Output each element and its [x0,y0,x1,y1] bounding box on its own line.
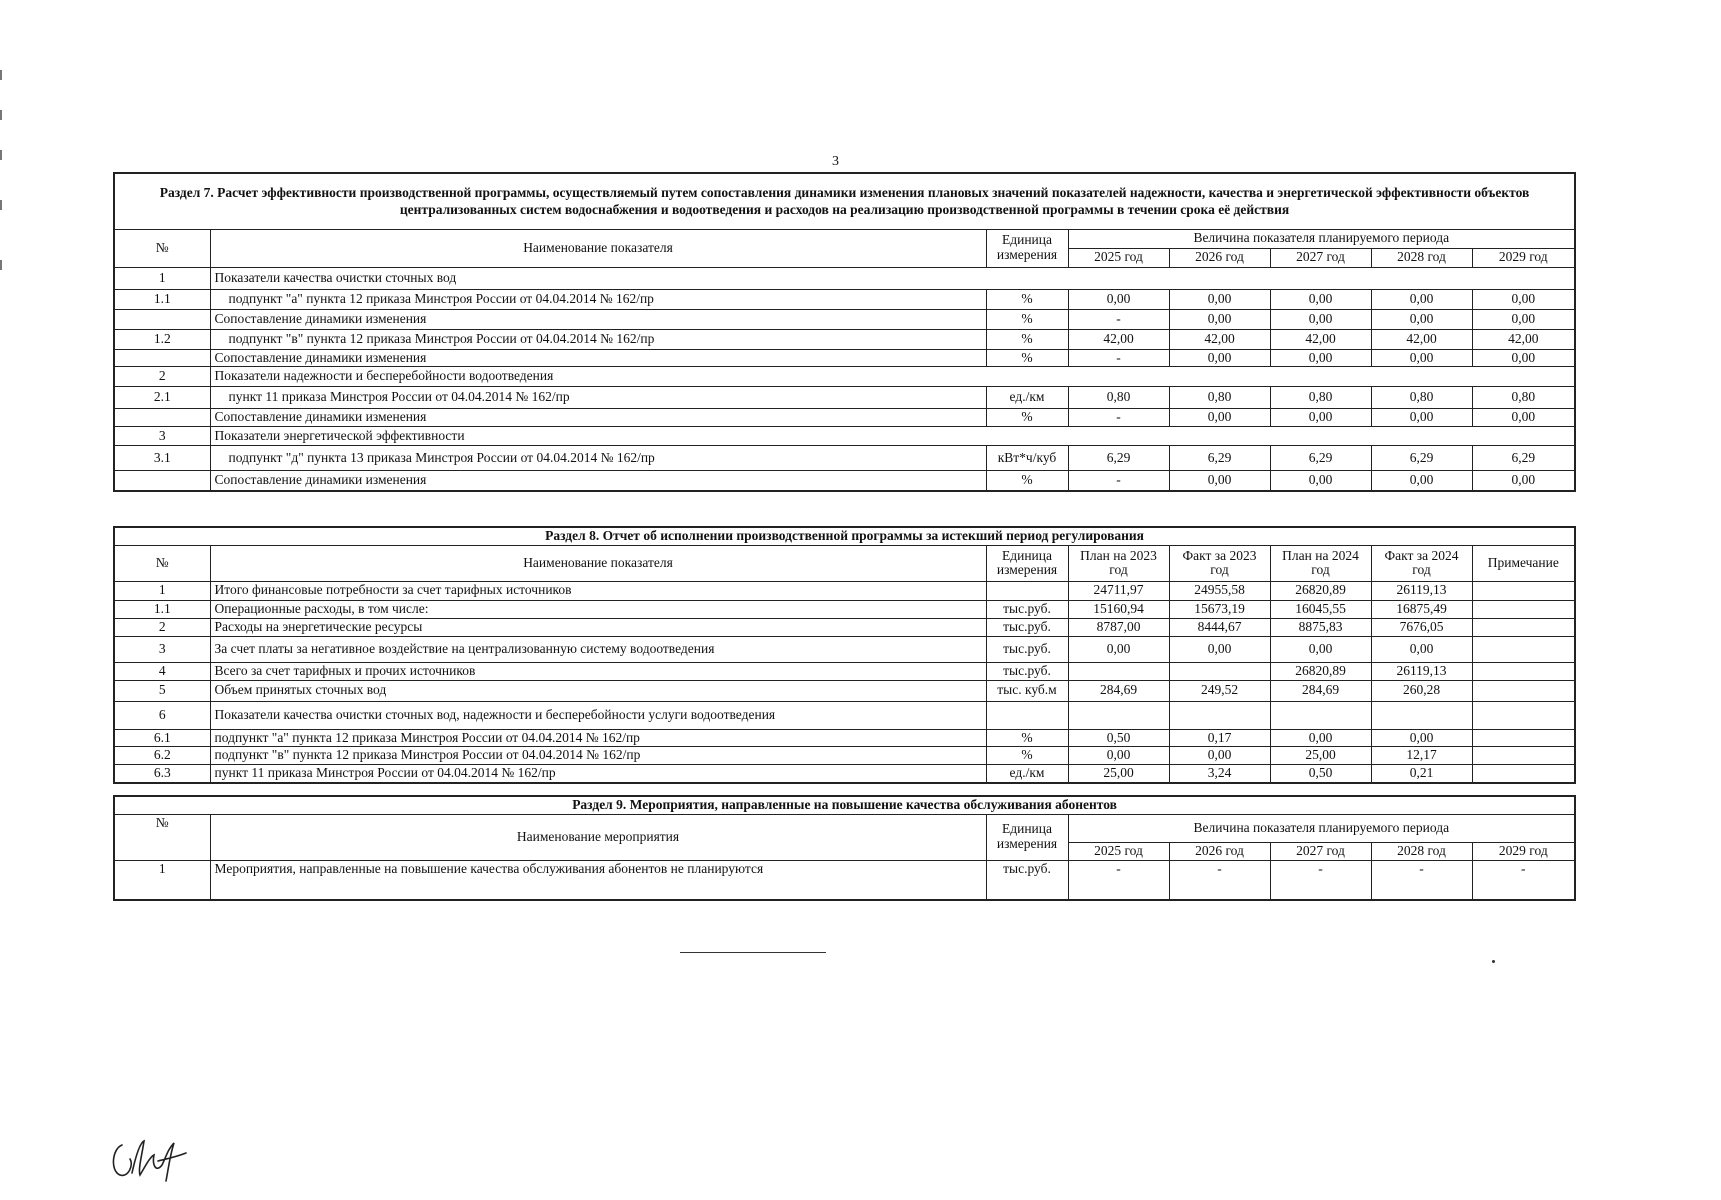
value-cell [1270,701,1371,729]
row-number: 6.2 [114,747,210,765]
comparison-row [114,409,1575,427]
year-header: 2027 год [1270,842,1371,860]
note-cell [1472,747,1575,765]
indicator-name: Расходы на энергетические ресурсы [210,618,986,636]
column-header-name: Наименование показателя [210,545,986,581]
value-cell: 0,80 [1472,387,1575,409]
column-header-name: Наименование мероприятия [210,814,986,860]
unit-cell: % [986,409,1068,427]
value-cell: 42,00 [1270,329,1371,349]
year-header: 2026 год [1169,842,1270,860]
value-cell: 26119,13 [1371,662,1472,680]
column-header-unit: Единица измерения [986,814,1068,860]
indicator-name: пункт 11 приказа Минстроя России от 04.04.2014 № 162/пр [210,387,986,409]
year-header: 2028 год [1371,248,1472,267]
value-cell: 0,00 [1472,349,1575,367]
year-header: 2029 год [1472,248,1575,267]
value-cell: 0,00 [1169,409,1270,427]
value-cell: 0,00 [1472,309,1575,329]
value-cell: - [1068,349,1169,367]
value-cell: 26119,13 [1371,581,1472,600]
indicator-name: Сопоставление динамики изменения [210,309,986,329]
value-cell: - [1371,860,1472,900]
value-cell: 0,00 [1270,349,1371,367]
indicator-name: Показатели качества очистки сточных вод, надежности и бесперебойности услуги водоотведения [210,701,986,729]
row-number: 2 [114,618,210,636]
value-cell: 0,00 [1371,309,1472,329]
row-number: 1 [114,581,210,600]
note-cell [1472,581,1575,600]
group-name: Показатели качества очистки сточных вод [210,267,1575,289]
value-cell: 0,00 [1068,636,1169,662]
unit-cell: % [986,729,1068,747]
indicator-name: подпункт "в" пункта 12 приказа Минстроя России от 04.04.2014 № 162/пр [210,329,986,349]
unit-cell: ед./км [986,387,1068,409]
unit-cell: % [986,309,1068,329]
indicator-name: Всего за счет тарифных и прочих источников [210,662,986,680]
value-cell [1169,662,1270,680]
unit-cell [986,581,1068,600]
value-cell: 8875,83 [1270,618,1371,636]
column-header-unit: Единица измерения [986,545,1068,581]
value-cell: 260,28 [1371,680,1472,701]
bottom-rule [680,952,826,953]
unit-cell: кВт*ч/куб [986,446,1068,471]
value-cell: 26820,89 [1270,662,1371,680]
row-number: 3 [114,427,210,446]
value-cell: 0,00 [1371,636,1472,662]
value-cell: 284,69 [1068,680,1169,701]
note-cell [1472,701,1575,729]
value-cell: - [1270,860,1371,900]
row-number: 6.1 [114,729,210,747]
indicator-name: Сопоставление динамики изменения [210,349,986,367]
value-cell: 6,29 [1472,446,1575,471]
signature [108,1135,192,1183]
value-cell: 42,00 [1169,329,1270,349]
column-header-num: № [114,545,210,581]
report-row [114,747,1575,765]
value-cell: 0,00 [1270,729,1371,747]
row-number [114,471,210,491]
value-cell: 0,80 [1371,387,1472,409]
value-cell: 0,80 [1169,387,1270,409]
section8-title: Раздел 8. Отчет об исполнении производственной программы за истекший период регулирования [114,527,1575,545]
value-cell: 16875,49 [1371,600,1472,618]
value-cell: 0,21 [1371,765,1472,783]
indicator-row [114,427,1575,446]
unit-cell: тыс.руб. [986,860,1068,900]
value-cell: 6,29 [1169,446,1270,471]
value-cell: 25,00 [1270,747,1371,765]
stray-dot [1492,960,1495,963]
section8-table [113,526,1576,784]
column-header-unit: Единица измерения [986,229,1068,267]
value-cell: 7676,05 [1371,618,1472,636]
value-cell: 3,24 [1169,765,1270,783]
note-cell [1472,662,1575,680]
value-cell: 0,00 [1472,471,1575,491]
indicator-name: Операционные расходы, в том числе: [210,600,986,618]
value-cell: 8787,00 [1068,618,1169,636]
year-header: 2027 год [1270,248,1371,267]
unit-cell: % [986,329,1068,349]
value-cell: 0,00 [1169,309,1270,329]
row-number: 6 [114,701,210,729]
value-cell: 15673,19 [1169,600,1270,618]
note-cell [1472,618,1575,636]
note-cell [1472,765,1575,783]
indicator-row [114,289,1575,309]
value-cell: - [1472,860,1575,900]
indicator-row [114,446,1575,471]
value-cell: 0,50 [1270,765,1371,783]
row-number [114,409,210,427]
value-cell: 0,00 [1169,747,1270,765]
row-number: 1 [114,860,210,900]
column-header-name: Наименование показателя [210,229,986,267]
value-cell: 12,17 [1371,747,1472,765]
unit-cell: % [986,471,1068,491]
comparison-row [114,471,1575,491]
report-row [114,765,1575,783]
value-cell: 0,00 [1270,471,1371,491]
value-cell: 0,00 [1371,289,1472,309]
value-cell: 0,17 [1169,729,1270,747]
value-cell: - [1068,409,1169,427]
report-row [114,581,1575,600]
value-cell: - [1169,860,1270,900]
report-row [114,729,1575,747]
comparison-row [114,309,1575,329]
row-number [114,309,210,329]
indicator-name: пункт 11 приказа Минстроя России от 04.04.2014 № 162/пр [210,765,986,783]
year-header: 2028 год [1371,842,1472,860]
value-cell: 0,00 [1371,409,1472,427]
value-cell: 42,00 [1472,329,1575,349]
value-cell: 0,00 [1169,289,1270,309]
section7-title: Раздел 7. Расчет эффективности производственной программы, осуществляемый путем сопоставления динамики изменения плановых значений показателей надежности, качества и энергетической эффективности объектов централизованных систем водоснабжения и водоотведения и расходов на реализацию производственной программы в течении срока её действия [114,173,1575,229]
year-header: 2025 год [1068,248,1169,267]
value-cell: 0,00 [1270,309,1371,329]
group-name: Показатели энергетической эффективности [210,427,1575,446]
value-cell: 8444,67 [1169,618,1270,636]
year-header: 2026 год [1169,248,1270,267]
value-cell: 0,80 [1068,387,1169,409]
column-header-plan-2024: План на 2024 год [1270,545,1371,581]
section7-table [113,172,1576,492]
indicator-name: Сопоставление динамики изменения [210,409,986,427]
row-number: 3 [114,636,210,662]
note-cell [1472,680,1575,701]
indicator-name: подпункт "д" пункта 13 приказа Минстроя России от 04.04.2014 № 162/пр [210,446,986,471]
value-cell: 0,00 [1169,636,1270,662]
unit-cell: % [986,747,1068,765]
report-row [114,600,1575,618]
value-cell: 0,00 [1371,349,1472,367]
value-cell: 0,00 [1270,289,1371,309]
margin-tick [0,150,2,160]
indicator-row [114,267,1575,289]
report-row [114,618,1575,636]
value-cell: 6,29 [1270,446,1371,471]
value-cell: 15160,94 [1068,600,1169,618]
section9-title: Раздел 9. Мероприятия, направленные на повышение качества обслуживания абонентов [114,796,1575,814]
value-cell: 0,00 [1169,349,1270,367]
value-cell [1068,701,1169,729]
report-row [114,636,1575,662]
row-number: 1 [114,267,210,289]
margin-tick [0,200,2,210]
year-header: 2029 год [1472,842,1575,860]
value-cell: 42,00 [1068,329,1169,349]
indicator-name: подпункт "в" пункта 12 приказа Минстроя России от 04.04.2014 № 162/пр [210,747,986,765]
value-cell: 0,50 [1068,729,1169,747]
value-cell: 0,00 [1068,289,1169,309]
value-cell: 0,00 [1270,636,1371,662]
indicator-row [114,329,1575,349]
indicator-name: Сопоставление динамики изменения [210,471,986,491]
group-name: Показатели надежности и бесперебойности водоотведения [210,367,1575,387]
value-cell: 24955,58 [1169,581,1270,600]
value-cell: 0,00 [1371,471,1472,491]
row-number: 2.1 [114,387,210,409]
indicator-row [114,367,1575,387]
value-cell: 6,29 [1371,446,1472,471]
value-cell: 0,00 [1068,747,1169,765]
unit-cell [986,701,1068,729]
unit-cell: тыс.руб. [986,636,1068,662]
unit-cell: % [986,289,1068,309]
column-header-note: Примечание [1472,545,1575,581]
row-number: 3.1 [114,446,210,471]
column-header-plan-2023: План на 2023 год [1068,545,1169,581]
section9-table [113,795,1576,901]
value-cell [1169,701,1270,729]
indicator-name: подпункт "а" пункта 12 приказа Минстроя России от 04.04.2014 № 162/пр [210,289,986,309]
value-cell [1068,662,1169,680]
margin-tick [0,70,2,80]
value-cell: 24711,97 [1068,581,1169,600]
column-header-period: Величина показателя планируемого периода [1068,814,1575,842]
row-number: 1.2 [114,329,210,349]
note-cell [1472,636,1575,662]
unit-cell: тыс. куб.м [986,680,1068,701]
value-cell: 284,69 [1270,680,1371,701]
value-cell: 0,00 [1472,289,1575,309]
row-number: 6.3 [114,765,210,783]
value-cell: 0,00 [1472,409,1575,427]
indicator-name: Объем принятых сточных вод [210,680,986,701]
row-number: 1.1 [114,600,210,618]
column-header-fact-2023: Факт за 2023 год [1169,545,1270,581]
value-cell: - [1068,309,1169,329]
value-cell: 0,00 [1169,471,1270,491]
value-cell: 25,00 [1068,765,1169,783]
year-header: 2025 год [1068,842,1169,860]
report-row [114,701,1575,729]
indicator-row [114,387,1575,409]
column-header-fact-2024: Факт за 2024 год [1371,545,1472,581]
indicator-name: Итого финансовые потребности за счет тарифных источников [210,581,986,600]
indicator-name: подпункт "а" пункта 12 приказа Минстроя России от 04.04.2014 № 162/пр [210,729,986,747]
row-number: 5 [114,680,210,701]
value-cell: 0,00 [1270,409,1371,427]
unit-cell: ед./км [986,765,1068,783]
measure-name: Мероприятия, направленные на повышение качества обслуживания абонентов не планируются [210,860,986,900]
note-cell [1472,729,1575,747]
comparison-row [114,349,1575,367]
row-number [114,349,210,367]
value-cell: 42,00 [1371,329,1472,349]
measure-row [114,860,1575,900]
note-cell [1472,600,1575,618]
value-cell: - [1068,471,1169,491]
value-cell: 6,29 [1068,446,1169,471]
margin-tick [0,260,2,270]
row-number: 1.1 [114,289,210,309]
indicator-name: За счет платы за негативное воздействие на централизованную систему водоотведения [210,636,986,662]
value-cell: 26820,89 [1270,581,1371,600]
unit-cell: тыс.руб. [986,662,1068,680]
page-number: 3 [832,154,839,169]
column-header-period: Величина показателя планируемого периода [1068,229,1575,248]
row-number: 4 [114,662,210,680]
value-cell: 249,52 [1169,680,1270,701]
margin-tick [0,110,2,120]
report-row [114,680,1575,701]
report-row [114,662,1575,680]
value-cell: 16045,55 [1270,600,1371,618]
unit-cell: % [986,349,1068,367]
unit-cell: тыс.руб. [986,618,1068,636]
value-cell: 0,80 [1270,387,1371,409]
unit-cell: тыс.руб. [986,600,1068,618]
value-cell: 0,00 [1371,729,1472,747]
value-cell: - [1068,860,1169,900]
row-number: 2 [114,367,210,387]
column-header-num: № [114,814,210,860]
value-cell [1371,701,1472,729]
column-header-num: № [114,229,210,267]
